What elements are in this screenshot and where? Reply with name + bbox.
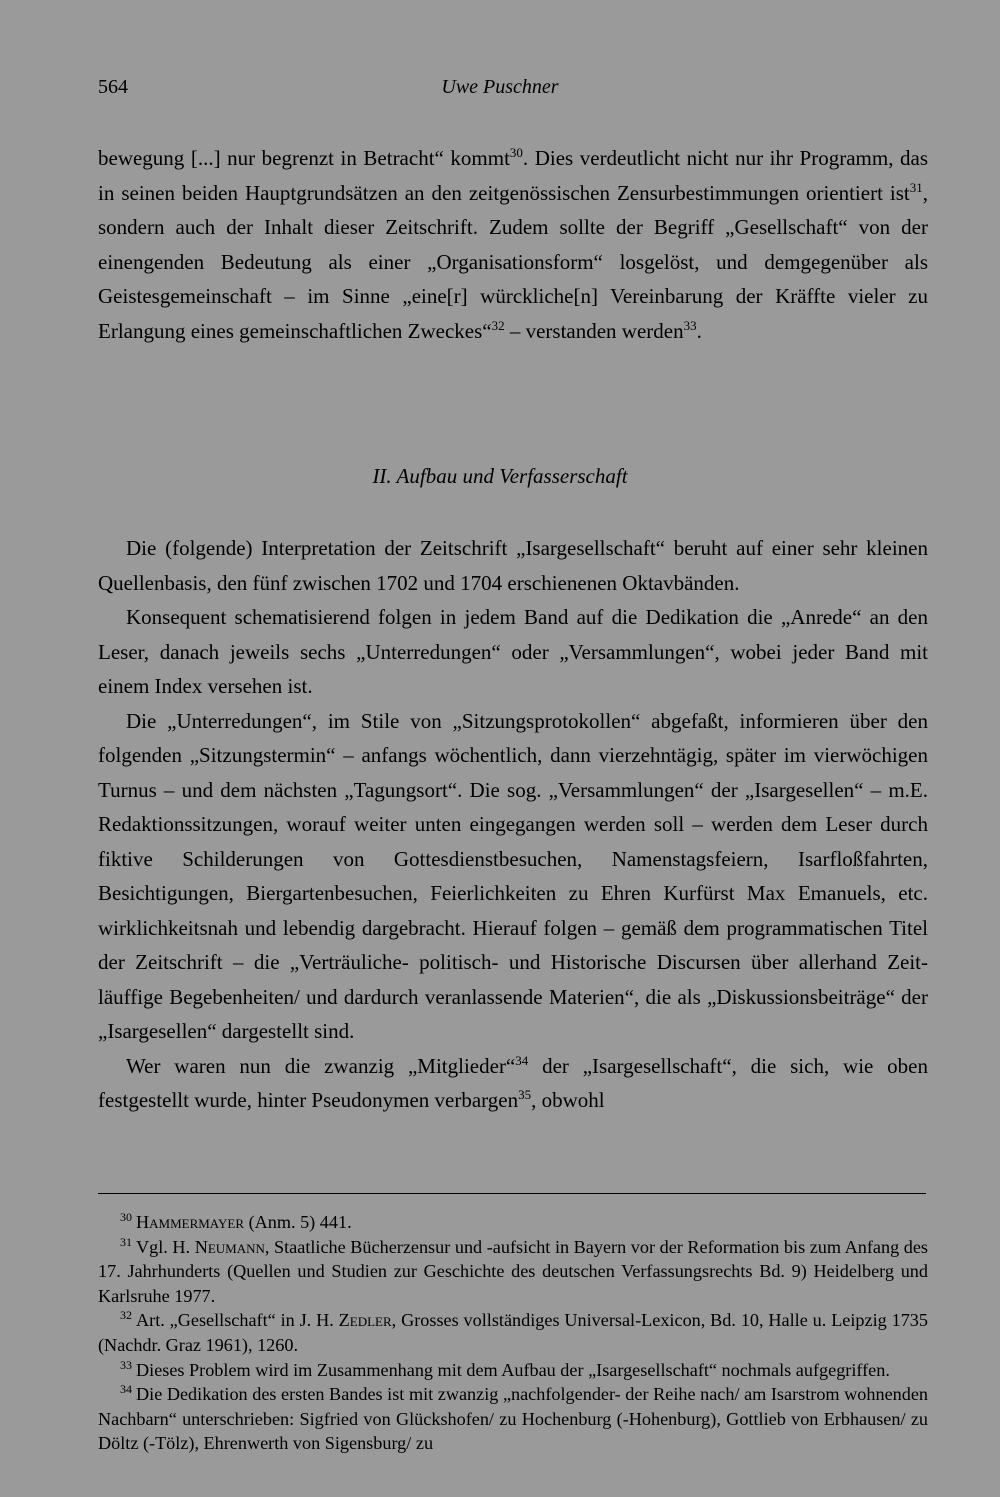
text-run: der „Isargesellschaft“, die sich, wie oben festgestellt wurde, hinter Pseudonymen verbargen xyxy=(98,1053,928,1112)
footnote-30 xyxy=(98,1210,928,1235)
text-run: Die „Unterredungen“, im Stile von „Sitzungsprotokollen“ abgefaßt, informieren über den folgenden „Sitzungstermin“ – anfangs wöchentlich, dann vierzehntägig, später im vierwöchigen Turnus – und dem nächsten „Tagungsort“. Die sog. „Versammlungen“ der „Isargesellen“ – m.E. Redaktionssitzungen, worauf weiter unten eingegangen werden soll – werden dem Leser durch fiktive Schilderungen von Gottesdienstbesuchen, Namenstagsfeiern, Isarfloßfahrten, Besichtigungen, Biergartenbesuchen, Feierlichkeiten zu Ehren Kurfürst Max Emanuels, etc. wirklichkeitsnah und lebendig dargebracht. Hierauf folgen – gemäß dem programmatischen Titel der Zeitschrift – die „Verträuliche- politisch- und Historische Discursen über allerhand Zeit-läuffige Begebenheiten/ und dardurch veranlassende Materien“, die als „Diskussionsbeiträge“ der „Isargesellen“ dargestellt sind. xyxy=(98,708,928,1043)
text-run: , Grosses vollständiges Universal-Lexicon, Bd. 10, Halle u. Leipzig 1735 (Nachdr. Graz 1961), 1260. xyxy=(98,1310,928,1355)
footnote-separator xyxy=(98,1193,926,1194)
section-body xyxy=(98,531,928,1118)
author-name: Hammermayer xyxy=(136,1212,245,1232)
body-paragraph xyxy=(98,704,928,1049)
running-head-author: Uwe Puschner xyxy=(441,76,559,98)
text-run: Vgl. H. xyxy=(136,1236,195,1257)
text-run: – verstanden werden xyxy=(504,318,684,343)
text-run: Die Dedikation des ersten Bandes ist mit zwanzig „nachfolgender- der Reihe nach/ am Isarstrom wohnenden Nachbarn“ unterschrieben: Sigfried von Glückshofen/ zu Hochenburg (-Hohenburg), Gottlieb von Erbhausen/ zu Döltz (-Tölz), Ehrenwerth von Sigensburg/ zu xyxy=(98,1384,928,1454)
footnote-number: 33 xyxy=(120,1357,132,1372)
author-name: Neumann xyxy=(194,1236,265,1257)
text-run: Wer waren nun die zwanzig „Mitglieder“ xyxy=(126,1053,516,1078)
text-run: , obwohl xyxy=(531,1088,605,1112)
page-number: 564 xyxy=(98,76,128,98)
footnote-ref[interactable]: 33 xyxy=(683,317,697,333)
text-run: . Dies verdeutlicht nicht nur ihr Programm, das in seinen beiden Hauptgrundsätzen an den zeitgenössischen Zensurbestimmungen orientiert ist xyxy=(98,146,928,205)
footnote-ref[interactable]: 32 xyxy=(491,317,505,333)
body-paragraph xyxy=(98,1049,928,1118)
footnote-31 xyxy=(98,1235,928,1309)
intro-paragraph-block xyxy=(98,141,928,348)
footnote-34 xyxy=(98,1382,928,1456)
footnote-number: 30 xyxy=(120,1210,132,1224)
footnotes xyxy=(98,1210,928,1456)
body-paragraph xyxy=(98,600,928,704)
text-run: Art. „Gesellschaft“ in J. H. xyxy=(136,1310,339,1331)
footnote-ref[interactable]: 35 xyxy=(518,1087,532,1102)
body-paragraph xyxy=(98,531,928,600)
text-run: Konsequent schematisierend folgen in jedem Band auf die Dedikation die „Anrede“ an den Leser, danach jeweils sechs „Unterredungen“ oder „Versammlungen“, wobei jeder Band mit einem Index versehen ist. xyxy=(98,605,928,698)
text-run: Die (folgende) Interpretation der Zeitschrift „Isargesellschaft“ beruht auf einer sehr kleinen Quellenbasis, den fünf zwischen 1702 und 1704 erschienenen Oktavbänden. xyxy=(98,536,928,595)
footnote-ref[interactable]: 34 xyxy=(515,1052,529,1068)
footnote-ref[interactable]: 31 xyxy=(909,179,923,195)
section-heading: II. Aufbau und Verfasserschaft xyxy=(372,464,628,488)
footnote-32 xyxy=(98,1308,928,1357)
running-header xyxy=(98,76,902,106)
intro-paragraph xyxy=(98,141,928,348)
text-run: , Staatliche Bücherzensur und -aufsicht in Bayern vor der Reformation bis zum Anfang des 17. Jahrhunderts (Quellen und Studien zur Geschichte des deutschen Verfassungsrechts Bd. 9) Heidelberg und Karlsruhe 1977. xyxy=(98,1236,928,1306)
footnote-number: 34 xyxy=(120,1382,132,1397)
text-run: , sondern auch der Inhalt dieser Zeitschrift. Zudem sollte der Begriff „Gesellschaft“ von der einengenden Bedeutung als einer „Organisationsform“ losgelöst, und demgegenüber als Geistesgemeinschaft – im Sinne „eine[r] würckliche[n] Vereinbarung der Kräffte vieler zu Erlangung eines gemeinschaftlichen Zweckes“ xyxy=(98,180,928,343)
text-run: bewegung [...] nur begrenzt in Betracht“ kommt xyxy=(98,146,510,170)
footnote-33 xyxy=(98,1358,928,1383)
text-run: . xyxy=(696,318,702,343)
footnote-number: 32 xyxy=(120,1308,132,1323)
text-run: Dieses Problem wird im Zusammenhang mit dem Aufbau der „Isargesellschaft“ nochmals aufgegriffen. xyxy=(136,1359,890,1380)
footnote-ref[interactable]: 30 xyxy=(509,145,523,160)
author-name: Zedler xyxy=(338,1310,392,1331)
text-run: (Anm. 5) 441. xyxy=(244,1212,352,1232)
footnote-number: 31 xyxy=(120,1234,132,1249)
